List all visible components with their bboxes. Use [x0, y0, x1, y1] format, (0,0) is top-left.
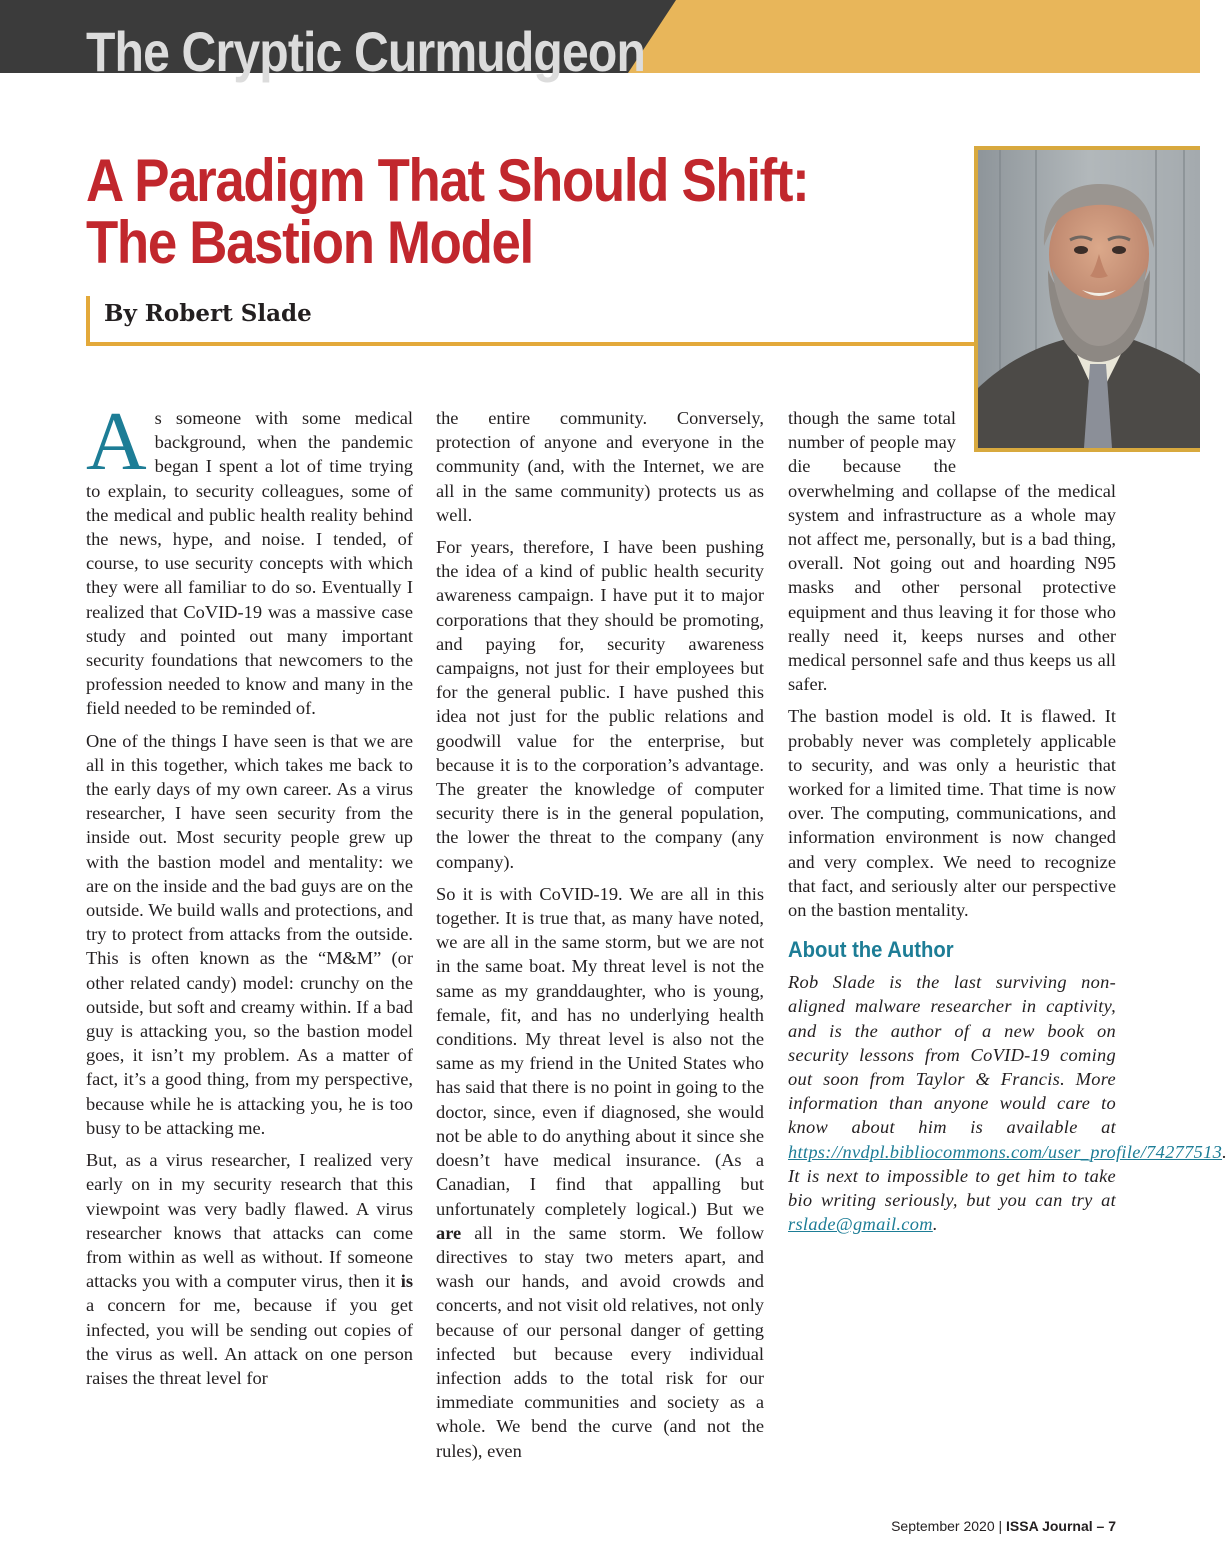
email-link[interactable]: rslade@gmail.com — [788, 1214, 933, 1235]
byline-rule — [86, 342, 976, 346]
header-band — [0, 0, 1200, 83]
about-text: . It is next to impossible to get him to take bio writing seriously, but you can try at — [788, 1141, 1227, 1211]
footer-date: September 2020 | — [891, 1518, 1007, 1534]
about-author-heading: About the Author — [788, 937, 954, 963]
emphasis: are — [436, 1222, 462, 1243]
paragraph-text: s someone with some medical background, when the pandemic began I spent a lot of time trying to explain, to security colleagues, some of the medical and public health reality behind the news, hype, and noise. I tended, of course, to use security concepts with which they were all familiar to do so. Eventually I realized that CoVID-19 was a massive case study and pointed out many important security foundations that newcomers to the profession needed to know and many in the field needed to be reminded of. — [86, 408, 413, 719]
byline-accent-bar — [86, 296, 90, 344]
about-text: . — [932, 1214, 938, 1235]
paragraph: though the same total number of people may die because the overwhelming and collapse of the medical system and infrastructure as a whole may not affect me, personally, but is a bad thing, overall. Not going out and hoarding N95 masks and other personal protective equipment and thus leaving it for those who really need it, keeps nurses and other medical personnel safe and thus keeps us all safer. — [788, 408, 1116, 695]
footer-journal: ISSA Journal – 7 — [1006, 1518, 1116, 1534]
column-1 — [86, 395, 413, 1398]
column-2 — [436, 406, 764, 1471]
drop-cap: A — [86, 395, 147, 488]
paragraph: The bastion model is old. It is flawed. It probably never was completely applicable to security, and was only a heuristic that worked for a limited time. That time is now over. The computing, communications, and information environment is now changed and very complex. We need to recognize that fact, and seriously alter our perspective on the bastion mentality. — [788, 706, 1116, 921]
paragraph-text: a concern for me, because if you get infected, you will be sending out copies of the virus as well. An attack on one person raises the threat level for — [86, 1295, 413, 1388]
paragraph: the entire community. Conversely, protection of anyone and everyone in the community (and, with the Internet, we are all in the same community) protects us as well. — [436, 408, 764, 525]
profile-link[interactable]: https://nvdpl.bibliocommons.com/user_profile/74277513 — [788, 1141, 1223, 1162]
paragraph-text: But, as a virus researcher, I realized very early on in my security research that this viewpoint was very badly flawed. A virus researcher knows that attacks can come from within as well as without. If someone attacks you with a computer virus, then it — [86, 1150, 413, 1292]
paragraph: For years, therefore, I have been pushing the idea of a kind of public health security awareness campaign. I have put it to major corporations that they should be promoting, and paying for, security awareness campaigns, not just for their employees but for the general public. I have pushed this idea not just for the public relations and goodwill value for the enterprise, but because it is to the corporation’s advantage. The greater the knowledge of computer security there is in the general population, the lower the threat to the company (any company). — [436, 537, 764, 872]
column-title: The Cryptic Curmudgeon — [86, 20, 646, 83]
emphasis: is — [400, 1271, 413, 1292]
byline: By Robert Slade — [104, 300, 312, 327]
about-text: Rob Slade is the last surviving non-aligned malware researcher in captivity, and is the author of a new book on security lessons from CoVID-19 coming out soon from Taylor & Francis. More information than anyone would care to know about him is available at — [788, 972, 1116, 1138]
column-3 — [788, 406, 1227, 1245]
about-author-text — [788, 970, 1227, 1236]
paragraph — [86, 1148, 413, 1390]
paragraph-text: So it is with CoVID-19. We are all in this together. It is true that, as many have noted, we are all in the same storm, but we are not in the same boat. My threat level is not the same as my granddaughter, who is young, female, fit, and has no underlying health conditions. My threat level is also not the same as my friend in the United States who has said that there is no point in going to the doctor, since, even if diagnosed, she would not be able to do anything about it since she doesn’t have medical insurance. (As a Canadian, I find that appalling but unfortunately completely logical.) But we — [436, 883, 764, 1219]
paragraph — [86, 395, 413, 721]
paragraph — [436, 882, 764, 1463]
paragraph: One of the things I have seen is that we are all in this together, which takes me back to the early days of my own career. As a virus researcher, I have seen security from the inside out. Most security people grew up with the bastion model and mentality: we are on the inside and the bad guys are on the outside. We build walls and protections, and try to protect from attacks from the outside. This is often known as the “M&M” (or other related candy) model: crunchy on the outside, but soft and creamy within. If a bad guy is attacking you, so the bastion model goes, it isn’t my problem. As a matter of fact, it’s a good thing, from my perspective, because while he is attacking you, he is too busy to be attacking me. — [86, 730, 413, 1138]
page-footer — [891, 1516, 1116, 1536]
article-title: A Paradigm That Should Shift: The Bastion Model — [86, 147, 809, 276]
photo-wrap-spacer — [956, 406, 1116, 478]
author-photo — [978, 150, 1200, 448]
paragraph-text: all in the same storm. We follow directives to stay two meters apart, and wash our hands, and avoid crowds and concerts, and not visit old relatives, not only because of our personal danger of getting infected but because every individual infection adds to the total risk for our immediate communities and society as a whole. We bend the curve (and not the rules), even — [436, 1222, 764, 1461]
